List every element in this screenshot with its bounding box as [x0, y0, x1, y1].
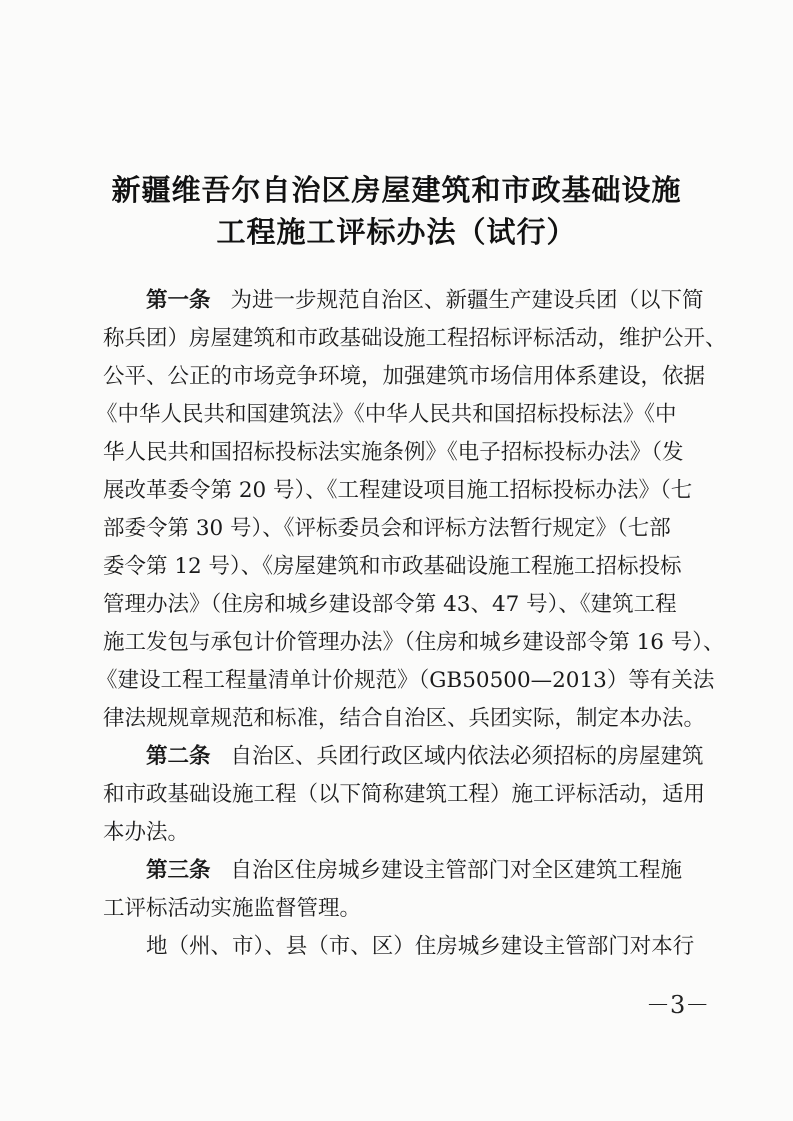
page-number: －3－ [646, 991, 710, 1019]
article-3-text: 自治区住房城乡建设主管部门对全区建筑工程施 [230, 858, 683, 883]
article-1-line: 公平、公正的市场竞争环境，加强建筑市场信用体系建设，依据 [103, 364, 706, 389]
paragraph-line: 地（州、市）、县（市、区）住房城乡建设主管部门对本行 [146, 934, 695, 959]
article-1-first-line [146, 286, 704, 316]
article-1-text: 为进一步规范自治区、新疆生产建设兵团（以下简 [230, 288, 704, 313]
article-1-line: 《建设工程工程量清单计价规范》（GB50500—2013）等有关法 [96, 668, 715, 693]
article-1-line: 管理办法》（住房和城乡建设部令第 43、47 号）、《建筑工程 [103, 592, 677, 617]
article-1-line: 律法规规章规范和标准，结合自治区、兵团实际，制定本办法。 [103, 706, 706, 731]
article-2-line: 和市政基础设施工程（以下简称建筑工程）施工评标活动，适用 [103, 782, 706, 807]
article-1-line: 称兵团）房屋建筑和市政基础设施工程招标评标活动，维护公开、 [103, 326, 727, 351]
article-2-first-line [146, 742, 704, 772]
article-1-line: 华人民共和国招标投标法实施条例》《电子招标投标办法》（发 [103, 440, 684, 465]
article-2-text: 自治区、兵团行政区域内依法必须招标的房屋建筑 [230, 744, 704, 769]
article-3-first-line [146, 856, 682, 886]
article-1-line: 委令第 12 号）、《房屋建筑和市政基础设施工程施工招标投标 [103, 554, 682, 579]
article-2-label: 第二条 [146, 744, 211, 769]
article-1-label: 第一条 [146, 288, 211, 313]
document-title-line-1: 新疆维吾尔自治区房屋建筑和市政基础设施 [111, 173, 682, 207]
article-2-line: 本办法。 [103, 820, 190, 845]
article-3-line: 工评标活动实施监督管理。 [103, 896, 362, 921]
article-3-label: 第三条 [146, 858, 211, 883]
document-title-line-2: 工程施工评标办法（试行） [216, 215, 577, 249]
article-1-line: 施工发包与承包计价管理办法》（住房和城乡建设部令第 16 号）、 [103, 630, 725, 655]
article-1-line: 部委令第 30 号）、《评标委员会和评标方法暂行规定》（七部 [103, 516, 671, 541]
article-1-line: 展改革委令第 20 号）、《工程建设项目施工招标投标办法》（七 [103, 478, 693, 503]
article-1-line: 《中华人民共和国建筑法》《中华人民共和国招标投标法》《中 [96, 402, 677, 427]
